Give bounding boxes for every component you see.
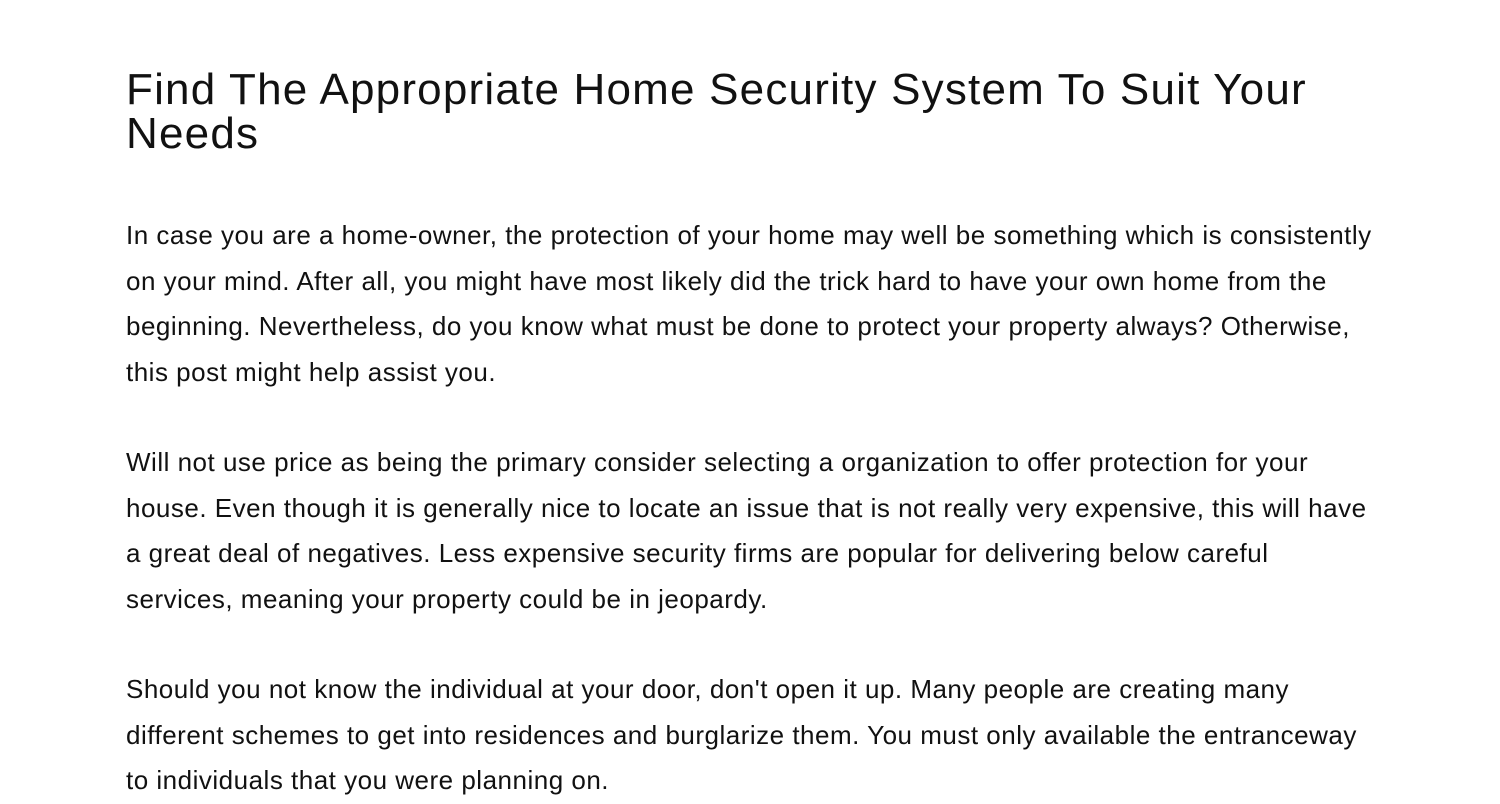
paragraph-1: In case you are a home-owner, the protection of your home may well be something which is consistently on your mind. After all, you might have most likely did the trick hard to have your own home from the beginning. Nevertheless, do you know what must be done to protect your property always? Otherwise, this post might help assist you.	[126, 220, 1372, 387]
paragraph-2: Will not use price as being the primary consider selecting a organization to offer protection for your house. Even though it is generally nice to locate an issue that is not really very expensive, this will have a great deal of negatives. Less expensive security firms are popular for delivering below careful services, meaning your property could be in jeopardy.	[126, 447, 1367, 614]
document-page	[126, 65, 1386, 795]
page-title: Find The Appropriate Home Security System To Suit Your Needs	[126, 65, 1307, 158]
paragraph-3: Should you not know the individual at your door, don't open it up. Many people are creating many different schemes to get into residences and burglarize them. You must only available the entranceway to individuals that you were planning on.	[126, 674, 1357, 795]
